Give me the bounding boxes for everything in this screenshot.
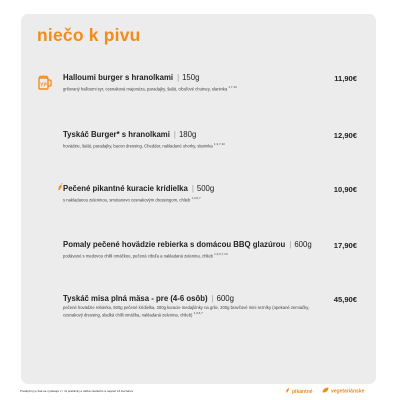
svg-text:YP: YP bbox=[40, 82, 47, 89]
menu-item-description: grilovaný halloumi syr, cesnaková majonéza, paradajky, šalát, cibuľové chutney, slaninka $^{1,7,10}$ bbox=[63, 85, 237, 92]
menu-item-description: hovädzie, šalát, paradajky, bacon dressing, Cheddar, nakladané uhorky, slaninka $^{1,3,7,10}$ bbox=[63, 142, 225, 149]
leaf-icon bbox=[322, 387, 329, 395]
menu-item-price: 11,90€ bbox=[334, 74, 357, 83]
menu-item-price: 12,90€ bbox=[333, 131, 357, 140]
footnote: Pretáp/cíp je tlak sa vydávajú v / ml prakticky a deľba všetkého a najviac 14 kuchárov bbox=[20, 389, 134, 393]
legend-vegetarian: vegetariánske bbox=[322, 387, 364, 395]
menu-item-title: Halloumi burger s hranolkami | 150g bbox=[63, 73, 200, 82]
menu-item-description: s nakladanou zeleninou, smotanovo cesnakovým dressingom, chlieb $^{1,3,6,7}$ bbox=[63, 196, 201, 203]
menu-item-price: 10,90€ bbox=[333, 185, 357, 194]
legend-spicy: pikantné bbox=[285, 387, 313, 396]
menu-item-price: 45,90€ bbox=[333, 295, 357, 304]
menu-item-description: pečené hovädzie rebierka, 500g pečené krídielka, 200g kuracie medajlónky na grile, 200g bravčové mini rezníky (opekané zemiačky, cesnakový dressing, sladká chilli omáčka, nakladaná zelenina, chlieb) $^{1,3,6,7}$ bbox=[63, 305, 310, 317]
menu-item-title: Pečené pikantné kuracie krídielka | 500g bbox=[63, 184, 215, 193]
menu-item-title: Tyskáč misa plná mäsa - pre (4-6 osôb) | 600g bbox=[63, 294, 234, 303]
menu-item-title: Tyskáč Burger* s hranolkami | 180g bbox=[63, 130, 197, 139]
menu-item-price: 17,90€ bbox=[333, 241, 357, 250]
menu-item-title: Pomaly pečené hovädzie rebierka s domácou BBQ glazúrou | 600g bbox=[63, 240, 312, 249]
chili-pepper-icon bbox=[285, 387, 290, 396]
beer-mug-icon bbox=[38, 74, 52, 90]
menu-item-description: podávané s medovou chilli omáčkou, pečená cibuľa a nakladaná zelenina, chlieb $^{1,3,6,7,10}$ bbox=[63, 252, 228, 259]
section-title: niečo k pivu bbox=[37, 25, 141, 45]
